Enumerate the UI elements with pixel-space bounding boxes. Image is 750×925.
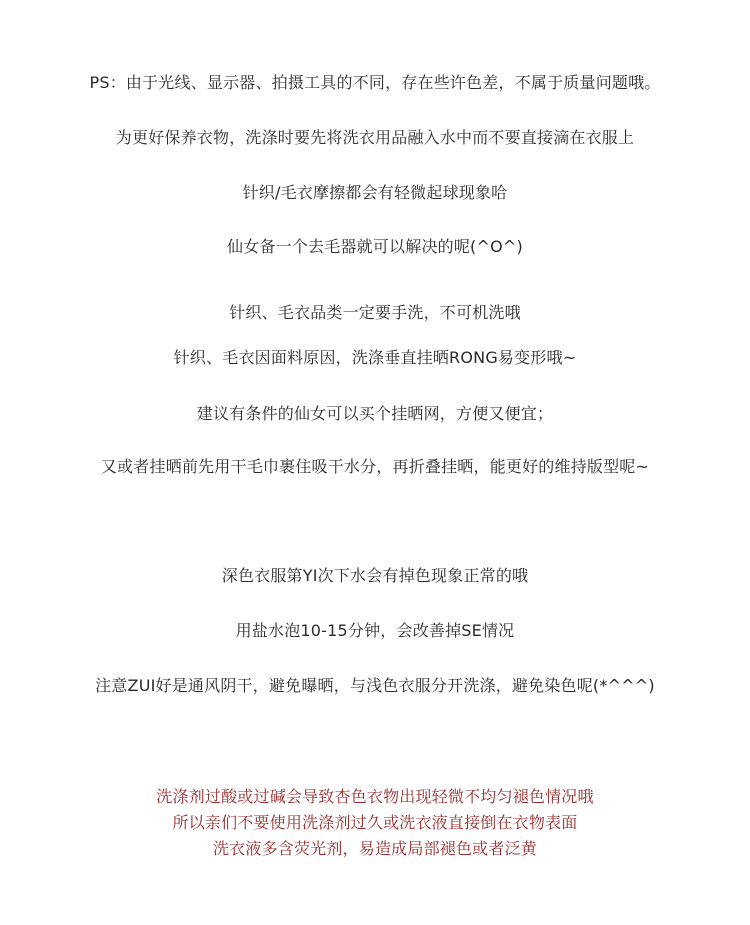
note-shade-dry: 注意ZUI好是通风阴干，避免曝晒，与浅色衣服分开洗涤，避免染色呢(*^^^) — [95, 676, 655, 695]
note-detergent-care: 为更好保养衣物，洗涤时要先将洗衣用品融入水中而不要直接滴在衣服上 — [115, 128, 635, 147]
note-salt-water: 用盐水泡10-15分钟，会改善掉SE情况 — [235, 621, 515, 640]
note-dark-clothes: 深色衣服第YI次下水会有掉色现象正常的哦 — [221, 566, 529, 585]
note-towel: 又或者挂晒前先用干毛巾裹住吸干水分，再折叠挂晒，能更好的维持版型呢~ — [100, 457, 650, 476]
note-drying-net: 建议有条件的仙女可以买个挂晒网，方便又便宜； — [196, 404, 554, 423]
note-pilling-tip: 仙女备一个去毛器就可以解决的呢(^O^) — [227, 237, 523, 256]
warning-line-1: 洗涤剂过酸或过碱会导致杏色衣物出现轻微不均匀褪色情况哦 — [156, 787, 594, 806]
note-handwash: 针织、毛衣品类一定要手洗，不可机洗哦 — [229, 303, 521, 322]
warning-line-3: 洗衣液多含荧光剂，易造成局部褪色或者泛黄 — [212, 839, 537, 858]
note-deform: 针织、毛衣因面料原因，洗涤垂直挂晒RONG易变形哦~ — [173, 348, 577, 367]
note-pilling: 针织/毛衣摩擦都会有轻微起球现象哈 — [242, 183, 508, 202]
warning-line-2: 所以亲们不要使用洗涤剂过久或洗衣液直接倒在衣物表面 — [172, 813, 578, 832]
note-color-difference: PS：由于光线、显示器、拍摄工具的不同，存在些许色差，不属于质量问题哦。 — [89, 73, 661, 92]
